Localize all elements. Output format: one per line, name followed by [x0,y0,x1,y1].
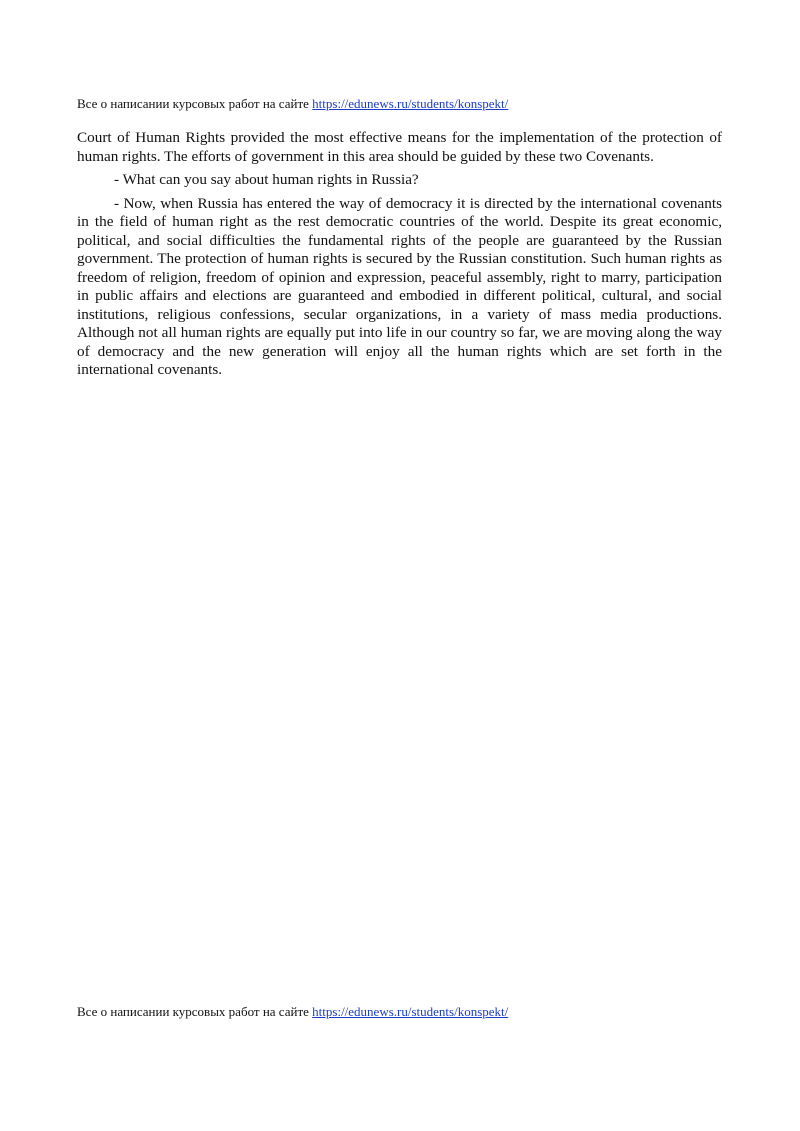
paragraph-3-answer: - Now, when Russia has entered the way of democracy it is directed by the international covenants in the field of human right as the rest democratic countries of the world. Despite its great economic, political, and social difficulties the fundamental rights of the people are guaranteed by the Russian government. The protection of human rights is secured by the Russian constitution. Such human rights as freedom of religion, freedom of opinion and expression, peaceful assembly, right to marry, participation in public affairs and elections are guaranteed and embodied in different political, cultural, and social institutions, religious confessions, secular organizations, in a variety of mass media productions. Although not all human rights are equally put into life in our country so far, we are moving along the way of democracy and the new generation will enjoy all the human rights which are set forth in the international covenants. [77,194,722,378]
header-link[interactable]: https://edunews.ru/students/konspekt/ [312,96,509,111]
paragraph-1: Court of Human Rights provided the most effective means for the implementation of the protection of human rights. The efforts of government in this area should be guided by these two Covenants. [77,129,722,165]
footer-link[interactable]: https://edunews.ru/students/konspekt/ [312,1004,509,1019]
page-footer [77,1004,508,1020]
page-header [77,96,508,112]
footer-text: Все о написании курсовых работ на сайте [77,1004,313,1019]
document-body [77,129,722,385]
paragraph-2-question: - What can you say about human rights in Russia? [114,171,419,188]
header-text: Все о написании курсовых работ на сайте [77,96,313,111]
